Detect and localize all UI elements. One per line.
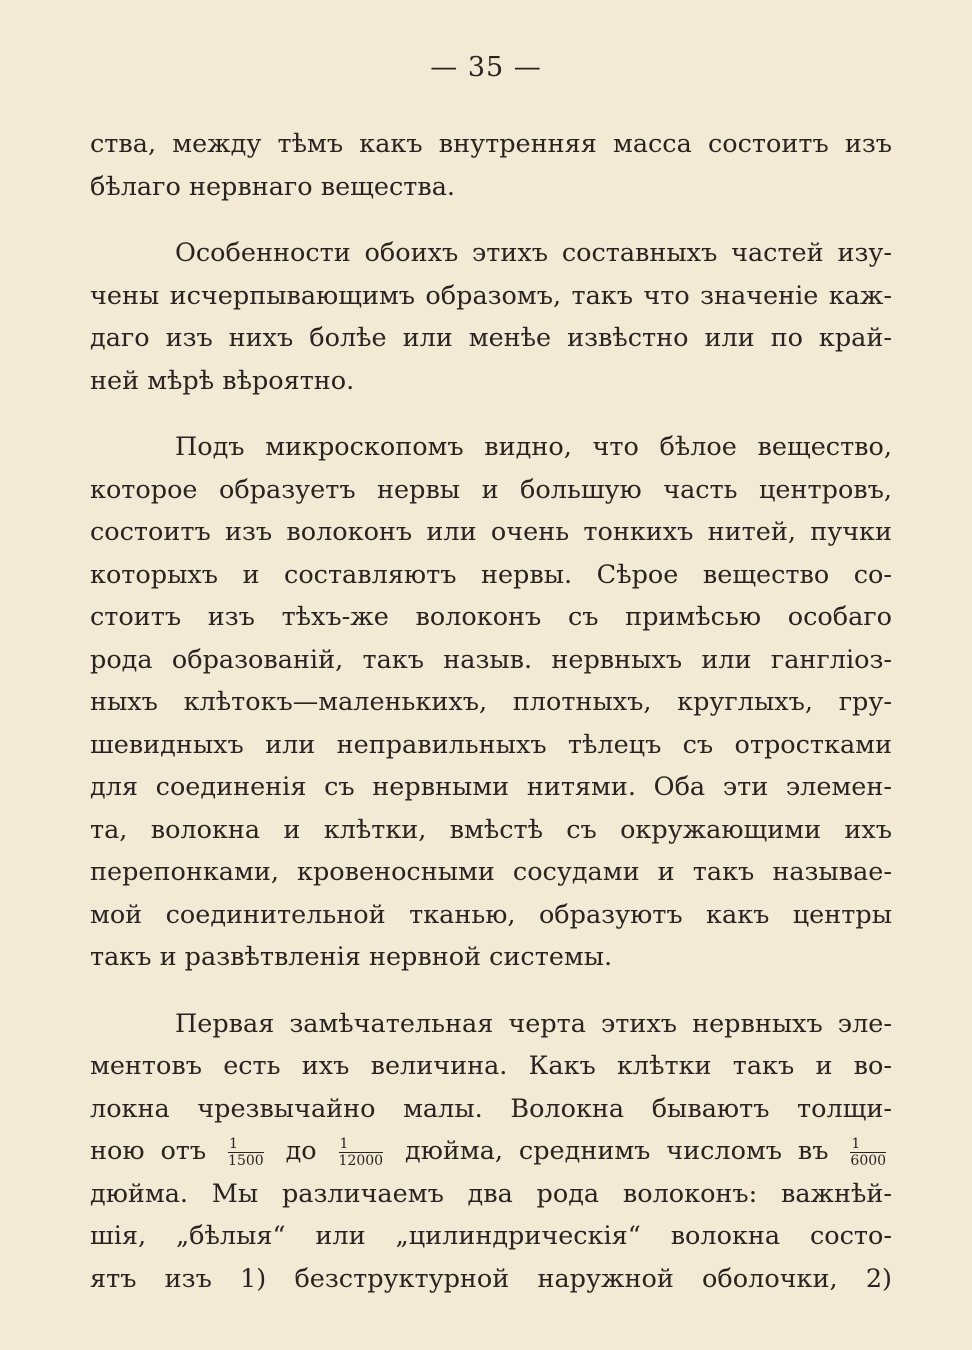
text-line: бѣлаго нервнаго вещества. (90, 171, 456, 202)
text-line: перепонками, кровеносными сосудами и такъ называе- (90, 857, 892, 887)
paragraph-2 (90, 232, 892, 402)
fraction-line (90, 1130, 892, 1173)
text-line: Подъ микроскопомъ видно, что бѣлое вещество, (175, 432, 892, 462)
text-line: стоитъ изъ тѣхъ-же волоконъ съ примѣсью особаго (90, 602, 892, 632)
fraction (228, 1137, 264, 1168)
text-line: даго изъ нихъ болѣе или менѣе извѣстно или по край- (90, 323, 892, 353)
text-line: ятъ изъ 1) безструктурной наружной оболочки, 2) (90, 1263, 892, 1294)
text-line: чены исчерпывающимъ образомъ, такъ что значеніе каж- (90, 280, 892, 311)
text-line: которыхъ и составляютъ нервы. Сѣрое вещество со- (90, 559, 892, 590)
body-text (90, 123, 892, 1324)
text-run: до (285, 1136, 317, 1166)
numerator: 1 (228, 1137, 264, 1153)
fraction (850, 1137, 886, 1168)
text-line: локна чрезвычайно малы. Волокна бываютъ толщи- (90, 1093, 892, 1124)
text-line: Первая замѣчательная черта этихъ нервныхъ эле- (175, 1008, 892, 1039)
text-line: рода образованій, такъ назыв. нервныхъ или гангліоз- (90, 644, 892, 675)
text-line: которое образуетъ нервы и большую часть центровъ, (90, 474, 892, 505)
text-line: ментовъ есть ихъ величина. Какъ клѣтки такъ и во- (90, 1051, 892, 1081)
denominator: 1500 (228, 1152, 264, 1169)
text-line: ней мѣрѣ вѣроятно. (90, 365, 355, 396)
text-line: Особенности обоихъ этихъ составныхъ частей изу- (175, 238, 892, 268)
text-run: ною отъ (90, 1136, 207, 1166)
text-run: дюйма, среднимъ числомъ въ (405, 1136, 829, 1166)
text-line: состоитъ изъ волоконъ или очень тонкихъ нитей, пучки (90, 517, 892, 547)
text-line: такъ и развѣтвленія нервной системы. (90, 942, 613, 972)
text-line: для соединенія съ нервными нитями. Оба эти элемен- (90, 772, 892, 802)
paragraph-3 (90, 426, 892, 979)
denominator: 6000 (850, 1152, 887, 1169)
fraction (339, 1137, 384, 1168)
paragraph-1 (90, 123, 892, 208)
page-number: — 35 — (430, 52, 542, 83)
text-line: шевидныхъ или неправильныхъ тѣлецъ съ отростками (90, 729, 892, 760)
text-line: дюйма. Мы различаемъ два рода волоконъ: важнѣй- (90, 1178, 892, 1209)
text-line: та, волокна и клѣтки, вмѣстѣ съ окружающими ихъ (90, 814, 892, 845)
text-line: шія, „бѣлыя“ или „цилиндрическія“ волокна состо- (90, 1221, 892, 1251)
text-line: мой соединительной тканью, образуютъ какъ центры (90, 899, 892, 930)
numerator: 1 (339, 1137, 384, 1153)
text-line: ства, между тѣмъ какъ внутренняя масса состоитъ изъ (90, 129, 892, 159)
text-line: ныхъ клѣтокъ—маленькихъ, плотныхъ, круглыхъ, гру- (90, 687, 892, 717)
paragraph-4 (90, 1003, 892, 1301)
numerator: 1 (850, 1137, 886, 1153)
denominator: 12000 (338, 1152, 384, 1169)
